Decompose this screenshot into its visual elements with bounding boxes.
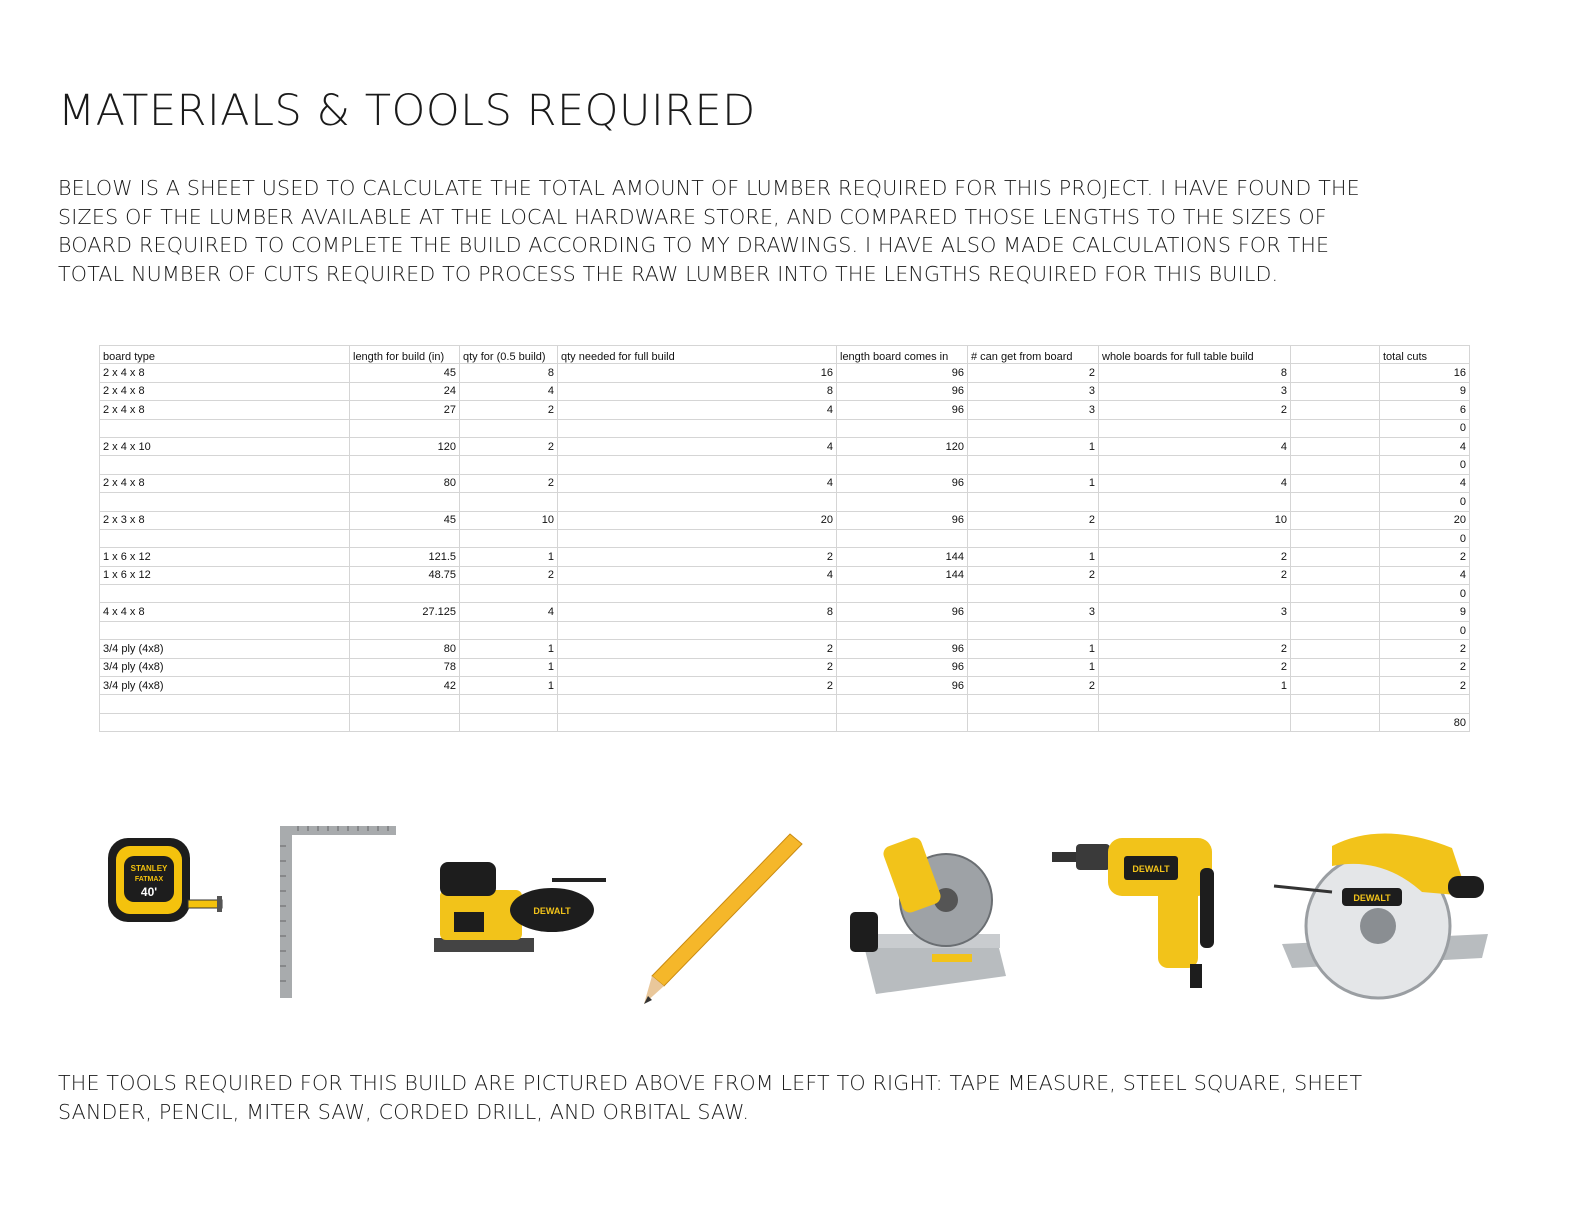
sheet-cell	[1291, 713, 1380, 731]
sheet-cell	[1291, 566, 1380, 584]
sheet-cell	[1291, 419, 1380, 437]
page-title: MATERIALS & TOOLS REQUIRED	[58, 86, 756, 136]
sheet-cell	[1291, 382, 1380, 400]
sheet-cell	[350, 621, 460, 639]
sheet-cell: 1	[968, 640, 1099, 658]
pencil-icon	[640, 830, 810, 1008]
sheet-row	[100, 640, 1470, 658]
intro-paragraph: BELOW IS A SHEET USED TO CALCULATE THE TOTAL AMOUNT OF LUMBER REQUIRED FOR THIS PROJECT. I HAVE FOUND THE SIZES OF THE LUMBER AVAILABLE AT THE LOCAL HARDWARE STORE, AND COMPARED THOSE LENGTHS TO THE SIZES OF BOARD REQUIRED TO COMPLETE THE BUILD ACCORDING TO MY DRAWINGS. I HAVE ALSO MADE CALCULATIONS FOR THE TOTAL NUMBER OF CUTS REQUIRED TO PROCESS THE RAW LUMBER INTO THE LENGTHS REQUIRED FOR THIS BUILD.	[58, 176, 1360, 286]
sheet-cell: 1	[460, 677, 558, 695]
sheet-cell	[100, 493, 350, 511]
sheet-cell: 2	[968, 511, 1099, 529]
sheet-cell	[1291, 474, 1380, 492]
sheet-cell	[837, 695, 968, 713]
sheet-cell: 0	[1380, 585, 1470, 603]
sheet-cell	[460, 529, 558, 547]
sheet-header-cell	[1291, 346, 1380, 364]
sheet-cell: 9	[1380, 603, 1470, 621]
sheet-cell: 10	[1099, 511, 1291, 529]
sheet-cell: 1	[460, 658, 558, 676]
sheet-cell	[100, 529, 350, 547]
sheet-cell: 4	[460, 382, 558, 400]
sheet-cell: 0	[1380, 621, 1470, 639]
sheet-cell	[460, 493, 558, 511]
sheet-cell: 20	[558, 511, 837, 529]
sheet-cell	[1099, 621, 1291, 639]
sheet-cell: 20	[1380, 511, 1470, 529]
sheet-cell: 9	[1380, 382, 1470, 400]
sheet-cell: 2	[558, 658, 837, 676]
sheet-cell	[460, 419, 558, 437]
sheet-row	[100, 695, 1470, 713]
sheet-cell	[558, 493, 837, 511]
sheet-cell: 2 x 3 x 8	[100, 511, 350, 529]
sheet-cell: 2 x 4 x 10	[100, 437, 350, 455]
sheet-cell	[1291, 529, 1380, 547]
sheet-cell: 1	[460, 548, 558, 566]
sheet-cell	[968, 419, 1099, 437]
sheet-cell: 2	[460, 474, 558, 492]
sheet-header-cell: qty needed for full build	[558, 346, 837, 364]
sheet-cell	[837, 419, 968, 437]
sheet-cell: 120	[837, 437, 968, 455]
sheet-cell: 96	[837, 677, 968, 695]
sheet-cell	[100, 713, 350, 731]
sheet-cell: 4	[558, 401, 837, 419]
sheet-cell: 2	[1380, 658, 1470, 676]
sheet-cell: 8	[460, 364, 558, 382]
sheet-row	[100, 511, 1470, 529]
sheet-cell: 96	[837, 603, 968, 621]
sheet-cell	[558, 621, 837, 639]
sheet-cell: 2	[968, 566, 1099, 584]
sheet-cell	[1291, 695, 1380, 713]
sheet-cell	[968, 695, 1099, 713]
sheet-cell: 2	[1099, 401, 1291, 419]
sheet-cell	[558, 695, 837, 713]
sheet-cell: 4	[1380, 437, 1470, 455]
sheet-cell	[1291, 511, 1380, 529]
circular-saw-icon	[1272, 826, 1494, 1000]
sheet-cell: 2 x 4 x 8	[100, 382, 350, 400]
sheet-cell: 3	[968, 382, 1099, 400]
sheet-cell	[558, 713, 837, 731]
sheet-cell	[1291, 640, 1380, 658]
sheet-row	[100, 566, 1470, 584]
sheet-cell: 2	[558, 640, 837, 658]
sheet-cell: 2 x 4 x 8	[100, 401, 350, 419]
sheet-cell: 3/4 ply (4x8)	[100, 640, 350, 658]
sheet-cell: 8	[558, 603, 837, 621]
sheet-cell	[350, 585, 460, 603]
sheet-cell: 4	[1380, 474, 1470, 492]
sheet-cell	[558, 419, 837, 437]
sheet-cell: 42	[350, 677, 460, 695]
sheet-cell: 1	[1099, 677, 1291, 695]
sheet-cell	[837, 585, 968, 603]
sheet-cell: 78	[350, 658, 460, 676]
sheet-cell	[100, 456, 350, 474]
sheet-cell: 96	[837, 511, 968, 529]
sheet-cell: 24	[350, 382, 460, 400]
sheet-cell: 16	[558, 364, 837, 382]
sheet-cell	[1099, 713, 1291, 731]
sheet-cell	[350, 695, 460, 713]
sheet-cell: 2	[1099, 640, 1291, 658]
sheet-cell: 1	[460, 640, 558, 658]
sheet-row	[100, 474, 1470, 492]
sheet-cell	[968, 713, 1099, 731]
saw-brand-label: DEWALT	[1353, 893, 1391, 903]
sheet-cell	[350, 713, 460, 731]
sheet-cell	[1099, 529, 1291, 547]
sheet-cell: 2	[460, 437, 558, 455]
sheet-cell	[1099, 585, 1291, 603]
sheet-cell: 4	[558, 474, 837, 492]
sheet-cell: 4	[558, 566, 837, 584]
sheet-cell: 2	[460, 566, 558, 584]
sheet-cell	[968, 456, 1099, 474]
sheet-cell: 27.125	[350, 603, 460, 621]
sheet-cell: 80	[350, 474, 460, 492]
tape-length-label: 40'	[140, 885, 158, 899]
sheet-row	[100, 401, 1470, 419]
sheet-cell: 2	[1099, 566, 1291, 584]
sheet-row	[100, 603, 1470, 621]
sheet-cell	[460, 713, 558, 731]
lumber-spreadsheet	[99, 345, 1470, 732]
sheet-cell	[1291, 437, 1380, 455]
sheet-cell	[1291, 548, 1380, 566]
sheet-cell	[558, 456, 837, 474]
sheet-row	[100, 364, 1470, 382]
sheet-row	[100, 658, 1470, 676]
sheet-cell: 96	[837, 658, 968, 676]
sheet-row	[100, 382, 1470, 400]
sheet-cell: 2	[1380, 548, 1470, 566]
sheet-cell: 144	[837, 566, 968, 584]
tape-measure-icon	[104, 834, 226, 934]
sheet-cell	[837, 529, 968, 547]
tape-model-label: FATMAX	[134, 876, 164, 883]
sheet-cell	[460, 456, 558, 474]
sheet-cell	[968, 621, 1099, 639]
tape-brand-label: STANLEY	[130, 864, 168, 873]
sheet-cell: 1	[968, 658, 1099, 676]
sheet-cell	[460, 621, 558, 639]
sheet-cell	[1291, 493, 1380, 511]
drill-brand-label: DEWALT	[1132, 864, 1170, 874]
sheet-cell	[100, 621, 350, 639]
sheet-header-cell: # can get from board	[968, 346, 1099, 364]
sheet-cell: 3	[1099, 603, 1291, 621]
sheet-cell: 10	[460, 511, 558, 529]
sheet-header-cell: qty for (0.5 build)	[460, 346, 558, 364]
sheet-row	[100, 529, 1470, 547]
corded-drill-icon	[1050, 838, 1222, 988]
sheet-cell: 2	[460, 401, 558, 419]
sheet-cell	[1291, 603, 1380, 621]
sheet-cell	[837, 621, 968, 639]
sheet-cell: 96	[837, 364, 968, 382]
sheet-cell: 4	[558, 437, 837, 455]
sheet-cell: 96	[837, 474, 968, 492]
sheet-cell	[350, 456, 460, 474]
sheet-cell	[350, 529, 460, 547]
sheet-cell: 2	[1099, 658, 1291, 676]
sheet-cell: 4	[1099, 474, 1291, 492]
sheet-cell: 4	[1099, 437, 1291, 455]
sheet-cell: 96	[837, 382, 968, 400]
sheet-cell: 1	[968, 548, 1099, 566]
sheet-cell	[837, 456, 968, 474]
sheet-row	[100, 493, 1470, 511]
sheet-cell: 2	[558, 677, 837, 695]
sheet-cell	[1291, 677, 1380, 695]
sheet-cell: 2	[1380, 640, 1470, 658]
sheet-cell: 3	[968, 401, 1099, 419]
sheet-cell: 1 x 6 x 12	[100, 566, 350, 584]
sheet-cell: 1 x 6 x 12	[100, 548, 350, 566]
sheet-cell	[1099, 493, 1291, 511]
sheet-cell: 80	[1380, 713, 1470, 731]
sheet-cell	[100, 695, 350, 713]
sheet-cell: 0	[1380, 419, 1470, 437]
sheet-row	[100, 677, 1470, 695]
sheet-cell: 2	[968, 364, 1099, 382]
sheet-cell	[1291, 456, 1380, 474]
sheet-cell: 96	[837, 640, 968, 658]
sheet-cell	[1291, 658, 1380, 676]
sheet-cell: 3/4 ply (4x8)	[100, 658, 350, 676]
sheet-row	[100, 548, 1470, 566]
sheet-cell: 3	[968, 603, 1099, 621]
steel-square-icon	[278, 826, 398, 998]
sheet-sander-icon	[432, 860, 608, 960]
sheet-cell: 45	[350, 364, 460, 382]
sheet-cell	[100, 585, 350, 603]
sander-brand-label: DEWALT	[533, 906, 571, 916]
sheet-cell	[837, 493, 968, 511]
sheet-cell: 80	[350, 640, 460, 658]
sheet-cell: 4	[460, 603, 558, 621]
sheet-header-cell: board type	[100, 346, 350, 364]
sheet-row	[100, 713, 1470, 731]
sheet-row	[100, 456, 1470, 474]
outro-paragraph: THE TOOLS REQUIRED FOR THIS BUILD ARE PICTURED ABOVE FROM LEFT TO RIGHT: TAPE MEASURE, STEEL SQUARE, SHEET SANDER, PENCIL, MITER SAW, CORDED DRILL, AND ORBITAL SAW.	[58, 1071, 1363, 1124]
sheet-cell: 16	[1380, 364, 1470, 382]
sheet-cell: 45	[350, 511, 460, 529]
sheet-cell: 2	[558, 548, 837, 566]
sheet-cell: 0	[1380, 529, 1470, 547]
sheet-cell	[1291, 401, 1380, 419]
sheet-cell: 0	[1380, 493, 1470, 511]
sheet-row	[100, 419, 1470, 437]
sheet-cell	[968, 585, 1099, 603]
sheet-header-cell: length board comes in	[837, 346, 968, 364]
sheet-cell	[1291, 621, 1380, 639]
miter-saw-icon	[846, 826, 1008, 998]
sheet-cell: 1	[968, 437, 1099, 455]
sheet-header-row	[100, 346, 1470, 364]
sheet-header-cell: length for build (in)	[350, 346, 460, 364]
sheet-header-cell: whole boards for full table build	[1099, 346, 1291, 364]
sheet-cell	[1380, 695, 1470, 713]
sheet-cell: 120	[350, 437, 460, 455]
sheet-cell	[100, 419, 350, 437]
tools-strip	[0, 820, 1585, 1010]
sheet-cell	[1291, 364, 1380, 382]
sheet-cell: 3	[1099, 382, 1291, 400]
sheet-cell	[558, 585, 837, 603]
sheet-cell: 27	[350, 401, 460, 419]
sheet-row	[100, 585, 1470, 603]
sheet-cell	[350, 493, 460, 511]
sheet-cell: 1	[968, 474, 1099, 492]
sheet-cell: 2 x 4 x 8	[100, 474, 350, 492]
sheet-cell	[1099, 419, 1291, 437]
sheet-cell	[460, 695, 558, 713]
sheet-cell	[968, 493, 1099, 511]
sheet-cell: 8	[558, 382, 837, 400]
sheet-cell: 6	[1380, 401, 1470, 419]
sheet-cell	[837, 713, 968, 731]
sheet-cell: 2	[1380, 677, 1470, 695]
sheet-cell: 2 x 4 x 8	[100, 364, 350, 382]
sheet-cell: 121.5	[350, 548, 460, 566]
sheet-cell	[1291, 585, 1380, 603]
sheet-cell: 48.75	[350, 566, 460, 584]
sheet-cell	[558, 529, 837, 547]
sheet-cell	[968, 529, 1099, 547]
sheet-cell: 4 x 4 x 8	[100, 603, 350, 621]
sheet-cell: 0	[1380, 456, 1470, 474]
sheet-cell: 8	[1099, 364, 1291, 382]
sheet-cell	[1099, 695, 1291, 713]
sheet-header-cell: total cuts	[1380, 346, 1470, 364]
sheet-cell: 2	[1099, 548, 1291, 566]
sheet-cell: 144	[837, 548, 968, 566]
sheet-cell	[460, 585, 558, 603]
sheet-cell	[350, 419, 460, 437]
sheet-cell: 2	[968, 677, 1099, 695]
sheet-cell	[1099, 456, 1291, 474]
sheet-cell: 3/4 ply (4x8)	[100, 677, 350, 695]
sheet-cell: 4	[1380, 566, 1470, 584]
sheet-row	[100, 437, 1470, 455]
sheet-row	[100, 621, 1470, 639]
sheet-cell: 96	[837, 401, 968, 419]
